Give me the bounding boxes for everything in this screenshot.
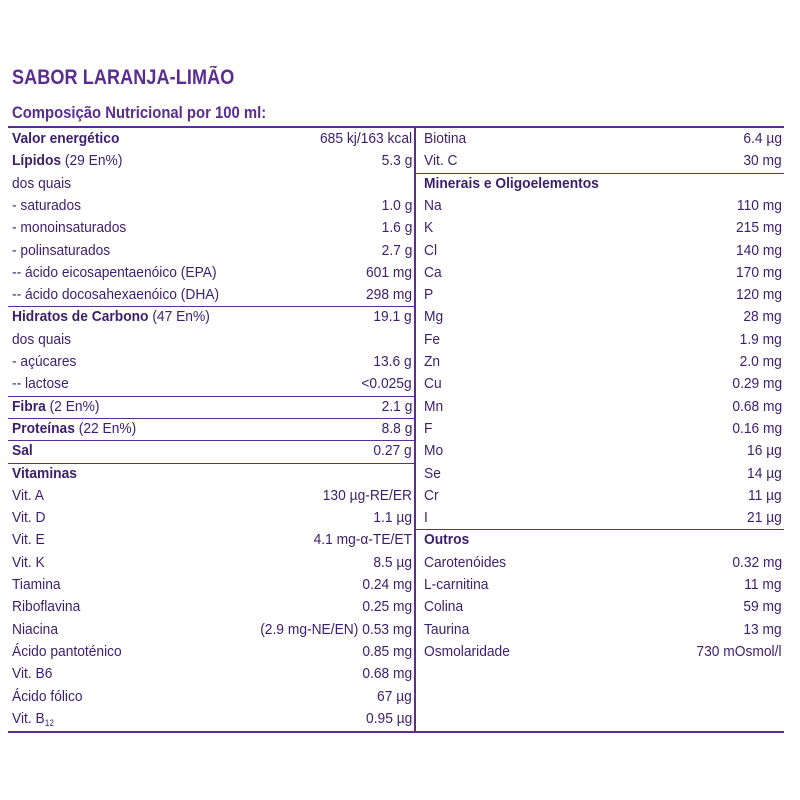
nutrient-label xyxy=(424,375,442,393)
nutrient-label-text: Colina xyxy=(424,598,464,616)
nutrient-row xyxy=(416,596,784,618)
nutrient-label-text: Ca xyxy=(424,263,442,281)
section-divider xyxy=(8,440,414,441)
nutrient-label-text: Tiamina xyxy=(12,576,61,593)
nutrient-value: 6.4 µg xyxy=(743,130,782,147)
nutrient-row xyxy=(8,574,414,596)
nutrient-label-text: -- lactose xyxy=(12,375,69,393)
nutrient-label-text: Biotina xyxy=(424,130,467,147)
section-divider xyxy=(8,418,414,419)
nutrient-label xyxy=(12,598,80,616)
nutrition-subtitle: Composição Nutricional por 100 ml: xyxy=(12,104,267,122)
nutrient-label-bold: Valor energético xyxy=(12,130,120,147)
nutrient-label-bold: Hidratos de Carbono xyxy=(12,308,149,326)
nutrient-row xyxy=(8,440,414,462)
nutrient-label-text: Osmolaridade xyxy=(424,642,510,660)
nutrient-label-text: Mn xyxy=(424,397,444,415)
nutrient-row xyxy=(8,284,414,306)
nutrient-label xyxy=(12,375,69,393)
nutrient-row xyxy=(8,552,414,574)
nutrient-label-text: P xyxy=(424,286,434,304)
nutrient-label-bold: Fibra xyxy=(12,397,46,415)
nutrient-value: 4.1 mg-α-TE/ET xyxy=(313,531,412,549)
nutrient-label-text: Vit. B xyxy=(12,709,45,727)
nutrient-label-text: Cl xyxy=(424,241,438,259)
nutrient-label-text: Niacina xyxy=(12,620,59,638)
nutrient-row xyxy=(416,641,784,663)
nutrient-label xyxy=(12,710,54,732)
section-divider xyxy=(416,529,784,530)
nutrient-row xyxy=(8,529,414,551)
nutrient-label xyxy=(424,598,463,616)
nutrient-value: 0.68 mg xyxy=(732,397,782,415)
nutrient-value: 0.68 mg xyxy=(362,665,412,683)
nutrient-value: 8.8 g xyxy=(381,419,412,437)
nutrient-value: 2.0 mg xyxy=(739,353,782,370)
nutrient-row xyxy=(8,619,414,641)
nutrient-label xyxy=(424,130,466,148)
nutrient-row xyxy=(8,418,414,440)
nutrient-label xyxy=(12,576,61,594)
nutrient-row xyxy=(416,173,784,195)
nutrient-row xyxy=(416,150,784,172)
nutrient-value: 21 µg xyxy=(747,509,782,527)
nutrient-label-text: - saturados xyxy=(12,196,82,214)
nutrient-label-text: K xyxy=(424,219,434,237)
nutrient-label xyxy=(12,264,217,282)
nutrient-label xyxy=(424,308,443,326)
nutrient-value: 130 µg-RE/ER xyxy=(322,486,412,504)
nutrient-value: <0.025g xyxy=(361,375,412,393)
nutrient-row xyxy=(8,150,414,172)
nutrient-label xyxy=(12,152,122,170)
nutrient-label-bold: Sal xyxy=(12,442,33,460)
nutrient-row xyxy=(8,641,414,663)
nutrient-value: 140 mg xyxy=(735,241,782,259)
nutrient-value: 2.7 g xyxy=(381,241,412,259)
nutrient-label-text: - açúcares xyxy=(12,353,77,370)
nutrient-row xyxy=(416,351,784,373)
nutrient-label xyxy=(424,242,437,260)
nutrient-row xyxy=(8,329,414,351)
section-divider xyxy=(416,173,784,174)
nutrient-row xyxy=(416,217,784,239)
nutrient-label xyxy=(424,398,443,416)
nutrient-row xyxy=(416,396,784,418)
left-column xyxy=(8,128,416,731)
nutrient-row xyxy=(8,507,414,529)
nutrient-label xyxy=(12,442,33,460)
nutrient-row xyxy=(416,195,784,217)
nutrient-value: 13 mg xyxy=(743,620,782,638)
nutrient-label xyxy=(424,643,510,661)
nutrient-label xyxy=(12,531,45,549)
nutrient-label xyxy=(12,643,122,661)
nutrient-value: 16 µg xyxy=(747,442,782,460)
nutrient-label-text: Vit. A xyxy=(12,486,44,504)
nutrient-label-text: (47 En%) xyxy=(148,308,210,326)
nutrient-row xyxy=(416,418,784,440)
nutrient-label xyxy=(12,420,136,438)
nutrient-value: 14 µg xyxy=(747,464,782,482)
nutrient-label-bold: Lípidos xyxy=(12,152,62,170)
nutrient-row xyxy=(416,552,784,574)
section-divider xyxy=(8,396,414,397)
nutrient-label xyxy=(424,197,442,215)
nutrient-label xyxy=(424,331,440,349)
nutrient-label-bold: Minerais e Oligoelementos xyxy=(424,174,599,192)
nutrient-value: 2.1 g xyxy=(381,397,412,415)
nutrient-label-text: Ácido pantoténico xyxy=(12,642,122,660)
nutrient-value: 19.1 g xyxy=(373,308,412,326)
nutrient-label xyxy=(424,152,457,170)
nutrient-label xyxy=(12,353,76,371)
nutrient-label-text: Riboflavina xyxy=(12,598,81,616)
nutrient-row xyxy=(8,663,414,685)
nutrient-label xyxy=(12,308,210,326)
nutrient-label-bold: Proteínas xyxy=(12,419,75,437)
nutrient-label xyxy=(424,175,599,193)
nutrient-row xyxy=(416,240,784,262)
nutrient-row xyxy=(8,262,414,284)
nutrient-label xyxy=(12,331,71,349)
nutrient-label-text: Zn xyxy=(424,353,441,370)
nutrient-value: 120 mg xyxy=(735,286,782,304)
nutrient-row xyxy=(416,373,784,395)
section-divider xyxy=(8,306,414,307)
nutrient-label xyxy=(12,197,81,215)
nutrient-label xyxy=(424,621,469,639)
nutrient-label-text: F xyxy=(424,419,433,437)
nutrient-row xyxy=(416,507,784,529)
nutrient-row xyxy=(8,173,414,195)
nutrient-label-text: Mg xyxy=(424,308,444,326)
nutrient-row xyxy=(416,529,784,551)
nutrient-value: 0.32 mg xyxy=(732,553,782,571)
nutrient-label-text: Vit. E xyxy=(12,531,45,549)
nutrient-label xyxy=(424,286,433,304)
nutrient-row xyxy=(8,128,414,150)
right-column xyxy=(416,128,784,731)
nutrient-label xyxy=(424,554,506,572)
nutrient-row xyxy=(8,463,414,485)
nutrient-value: 0.25 mg xyxy=(362,598,412,616)
nutrient-label xyxy=(424,576,488,594)
nutrient-label-text: Ácido fólico xyxy=(12,687,83,705)
nutrient-label xyxy=(424,465,441,483)
nutrient-row xyxy=(8,596,414,618)
nutrient-value: 0.85 mg xyxy=(362,642,412,660)
nutrient-value: 8.5 µg xyxy=(373,553,412,571)
nutrient-value: 170 mg xyxy=(735,263,782,281)
flavor-title: SABOR LARANJA-LIMÃO xyxy=(12,66,235,89)
nutrient-row xyxy=(8,686,414,708)
nutrient-label-bold: Vitaminas xyxy=(12,464,77,482)
nutrient-value: 601 mg xyxy=(365,263,412,281)
nutrient-value: 0.16 mg xyxy=(732,419,782,437)
nutrient-row xyxy=(416,463,784,485)
nutrient-label xyxy=(424,264,442,282)
nutrient-label-text: L-carnitina xyxy=(424,576,489,593)
nutrient-row xyxy=(416,485,784,507)
nutrient-row xyxy=(8,240,414,262)
nutrient-label xyxy=(12,621,58,639)
nutrient-value: 730 mOsmol/l xyxy=(696,642,782,660)
nutrient-label-text: Mo xyxy=(424,442,444,460)
nutrient-row xyxy=(416,574,784,596)
nutrient-label xyxy=(12,487,44,505)
nutrient-label-text: - polinsaturados xyxy=(12,241,111,259)
nutrient-value: 0.27 g xyxy=(373,442,412,460)
nutrient-label-text: (2 En%) xyxy=(45,397,100,415)
nutrient-label-text: - monoinsaturados xyxy=(12,219,127,237)
nutrient-label-text: Na xyxy=(424,196,442,214)
nutrient-label-text: Fe xyxy=(424,330,441,348)
nutrient-label xyxy=(424,509,428,527)
nutrient-label-bold: Outros xyxy=(424,531,470,549)
nutrient-value: 0.29 mg xyxy=(732,375,782,393)
nutrient-row xyxy=(8,306,414,328)
nutrient-value: 28 mg xyxy=(743,308,782,326)
nutrient-value: (2.9 mg-NE/EN) 0.53 mg xyxy=(260,620,412,638)
nutrient-value: 0.24 mg xyxy=(362,576,412,593)
nutrient-value: 1.9 mg xyxy=(739,330,782,348)
nutrition-table xyxy=(8,126,784,733)
nutrient-label-text: Vit. K xyxy=(12,553,45,571)
nutrient-label xyxy=(12,175,71,193)
nutrient-row xyxy=(416,619,784,641)
nutrient-label-text: (29 En%) xyxy=(61,152,123,170)
nutrient-row xyxy=(8,373,414,395)
nutrient-label-text: dos quais xyxy=(12,174,72,192)
nutrient-value: 215 mg xyxy=(735,219,782,237)
nutrient-value: 5.3 g xyxy=(381,152,412,170)
nutrient-label-text: -- ácido eicosapentaenóico (EPA) xyxy=(12,263,217,281)
nutrient-value: 0.95 µg xyxy=(365,709,412,727)
nutrient-value: 1.6 g xyxy=(381,219,412,237)
nutrient-value: 685 kj/163 kcal xyxy=(319,130,412,147)
nutrient-label xyxy=(424,442,443,460)
nutrient-label xyxy=(12,554,45,572)
nutrient-label-text: Vit. D xyxy=(12,509,46,527)
nutrient-label-text: I xyxy=(424,509,428,527)
nutrient-label-text: Vit. C xyxy=(424,152,458,170)
nutrient-row xyxy=(416,306,784,328)
nutrient-value: 110 mg xyxy=(736,196,782,214)
nutrient-row xyxy=(416,262,784,284)
nutrient-row xyxy=(8,217,414,239)
nutrient-row xyxy=(416,284,784,306)
nutrient-label xyxy=(12,286,219,304)
nutrient-value: 67 µg xyxy=(377,687,412,705)
nutrient-label-text: Se xyxy=(424,464,441,482)
nutrient-label-subscript: 12 xyxy=(44,717,54,728)
nutrient-row xyxy=(416,440,784,462)
nutrient-label-text: Cu xyxy=(424,375,442,393)
nutrient-value: 298 mg xyxy=(365,286,412,304)
nutrient-label xyxy=(424,420,432,438)
nutrient-row xyxy=(416,128,784,150)
nutrient-label xyxy=(12,465,77,483)
nutrient-value: 59 mg xyxy=(743,598,782,616)
nutrient-label xyxy=(424,531,469,549)
nutrient-label-text: Vit. B6 xyxy=(12,665,53,683)
section-divider xyxy=(8,463,414,464)
nutrient-label xyxy=(12,219,126,237)
nutrient-value: 1.0 g xyxy=(381,196,412,214)
nutrient-row xyxy=(8,351,414,373)
nutrient-row xyxy=(8,708,414,730)
nutrient-label xyxy=(12,398,99,416)
nutrient-label xyxy=(424,487,439,505)
nutrient-value: 11 µg xyxy=(748,486,782,504)
nutrient-label-text: Taurina xyxy=(424,620,470,638)
nutrient-label xyxy=(12,242,110,260)
nutrient-label-text: Carotenóides xyxy=(424,553,507,571)
nutrient-label xyxy=(424,353,440,371)
nutrient-value: 13.6 g xyxy=(373,353,412,370)
nutrient-label xyxy=(424,219,433,237)
nutrient-value: 11 mg xyxy=(744,576,782,593)
nutrient-label-text: Cr xyxy=(424,486,439,504)
nutrient-label-text: dos quais xyxy=(12,330,72,348)
nutrient-label xyxy=(12,509,45,527)
nutrient-label xyxy=(12,688,83,706)
nutrient-row xyxy=(8,195,414,217)
nutrient-label xyxy=(12,665,52,683)
nutrient-value: 1.1 µg xyxy=(373,509,412,527)
nutrient-row xyxy=(8,396,414,418)
nutrient-label-text: -- ácido docosahexaenóico (DHA) xyxy=(12,286,220,304)
nutrient-row xyxy=(8,485,414,507)
nutrient-label-text: (22 En%) xyxy=(74,419,137,437)
nutrient-row xyxy=(416,329,784,351)
nutrient-value: 30 mg xyxy=(743,152,782,170)
nutrient-label xyxy=(12,130,119,148)
